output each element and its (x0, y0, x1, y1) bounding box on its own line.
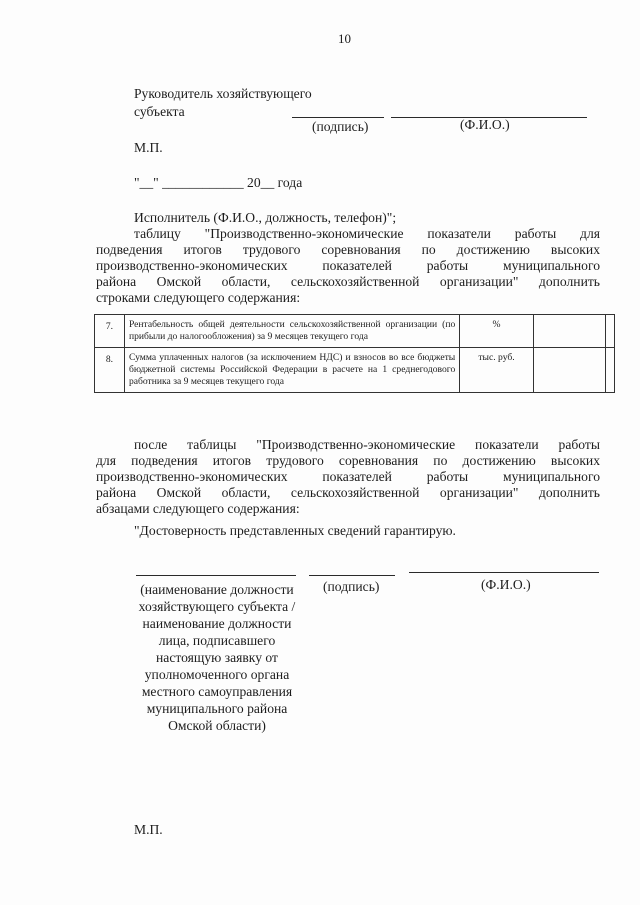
row-description: Рентабельность общей деятельности сельскохозяйственной организации (по прибыли до налогообложения) за 9 месяцев текущего года (124, 315, 459, 348)
row-unit: тыс. руб. (460, 348, 533, 393)
para1-line: таблицу "Производственно-экономические показатели работы для (134, 226, 600, 241)
row-value-1 (533, 315, 605, 348)
para2-line: для подведения итогов трудового соревнования по достижению высоких (96, 453, 600, 468)
position-label: (наименование должности хозяйствующего субъекта / наименование должности лица, подписавшего настоящую заявку от уполномоченного органа местного самоуправления муниципального района Омской области) (138, 582, 296, 733)
bottom-signature-label: (подпись) (323, 579, 380, 594)
row-unit: % (460, 315, 533, 348)
guarantee-line: "Достоверность представленных сведений гарантирую. (134, 523, 456, 538)
row-description: Сумма уплаченных налогов (за исключением НДС) и взносов во все бюджеты бюджетной системы Российской Федерации в расчете на 1 среднегодового работника за 9 месяцев текущего года (124, 348, 459, 393)
bottom-stamp-place-label: М.П. (134, 822, 163, 837)
indicators-table (94, 314, 615, 393)
para1-line: строками следующего содержания: (96, 290, 301, 305)
position-underline (136, 575, 296, 576)
bottom-fio-label: (Ф.И.О.) (481, 577, 531, 592)
para2-line: района Омской области, сельскохозяйственной организации" дополнить (96, 485, 600, 500)
head-fio-label: (Ф.И.О.) (460, 117, 510, 132)
signature-underline (292, 117, 384, 118)
row-value-2 (606, 315, 615, 348)
row-value-2 (606, 348, 615, 393)
para2-line: производственно-экономических показателей работы муниципального (96, 469, 600, 484)
date-line: "__" ____________ 20__ года (134, 175, 303, 190)
row-value-1 (533, 348, 605, 393)
para1-line: подведения итогов трудового соревнования по достижению высоких (96, 242, 600, 257)
page-number: 10 (338, 31, 351, 46)
row-number: 7. (95, 315, 125, 348)
fio-underline (409, 572, 599, 573)
para2-line: абзацами следующего содержания: (96, 501, 300, 516)
para1-line: района Омской области, сельскохозяйственной организации" дополнить (96, 274, 600, 289)
para2-line: после таблицы "Производственно-экономические показатели работы (134, 437, 600, 452)
table-row (95, 348, 615, 393)
head-signature-label: (подпись) (312, 119, 369, 134)
executor-line: Исполнитель (Ф.И.О., должность, телефон)"; (134, 210, 397, 225)
head-title-line2: субъекта (134, 104, 185, 119)
row-number: 8. (95, 348, 125, 393)
head-title-line1: Руководитель хозяйствующего (134, 86, 312, 101)
signature-underline (309, 575, 395, 576)
table-row (95, 315, 615, 348)
para1-line: производственно-экономических показателей работы муниципального (96, 258, 600, 273)
stamp-place-label: М.П. (134, 140, 163, 155)
